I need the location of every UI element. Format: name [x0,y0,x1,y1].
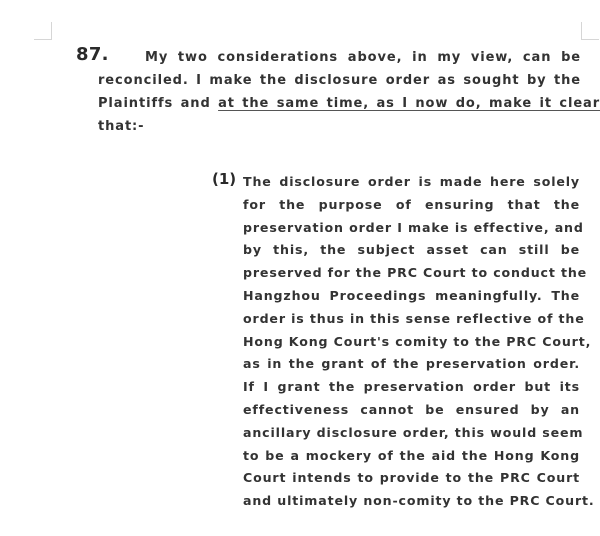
sub-item-line: Court intends to provide to the PRC Court [243,470,580,486]
sub-item-line: effectiveness cannot be ensured by an [243,401,580,417]
paragraph-87-body [98,46,600,138]
sub-item-line: and ultimately non-comity to the PRC Court. [243,493,595,509]
paragraph-line-3-plain: Plaintiffs and [98,96,219,111]
sub-item-line: to be a mockery of the aid the Hong Kong [243,447,580,463]
sub-item-line: If I grant the preservation order but its [243,379,580,395]
sub-item-number: (1) [212,170,237,188]
sub-item-1-body [243,171,595,513]
sub-item-line: by this, the subject asset can still be [243,242,580,258]
crop-mark-top-right [581,22,599,40]
sub-item-line: as in the grant of the preservation order. [243,356,580,372]
sub-item-line: Hong Kong Court's comity to the PRC Court, [243,333,592,349]
paragraph-number: 87. [76,44,109,65]
paragraph-line-1: My two considerations above, in my view, can be [145,50,581,65]
sub-item-line: for the purpose of ensuring that the [243,196,580,212]
paragraph-line-3 [98,92,600,115]
paragraph-line-2: reconciled. I make the disclosure order as sought by the [98,73,581,88]
paragraph-line-4: that:- [98,119,145,134]
underlined-phrase: at the same time, as I now do, make it clear [218,96,600,111]
sub-item-line: preserved for the PRC Court to conduct the [243,265,588,281]
sub-item-line: order is thus in this sense reflective of the [243,310,585,326]
sub-item-line: preservation order I make is effective, and [243,219,584,235]
sub-item-line: Hangzhou Proceedings meaningfully. The [243,287,580,303]
sub-item-line: ancillary disclosure order, this would seem [243,424,584,440]
sub-item-line: The disclosure order is made here solely [243,174,580,189]
crop-mark-top-left [34,22,52,40]
